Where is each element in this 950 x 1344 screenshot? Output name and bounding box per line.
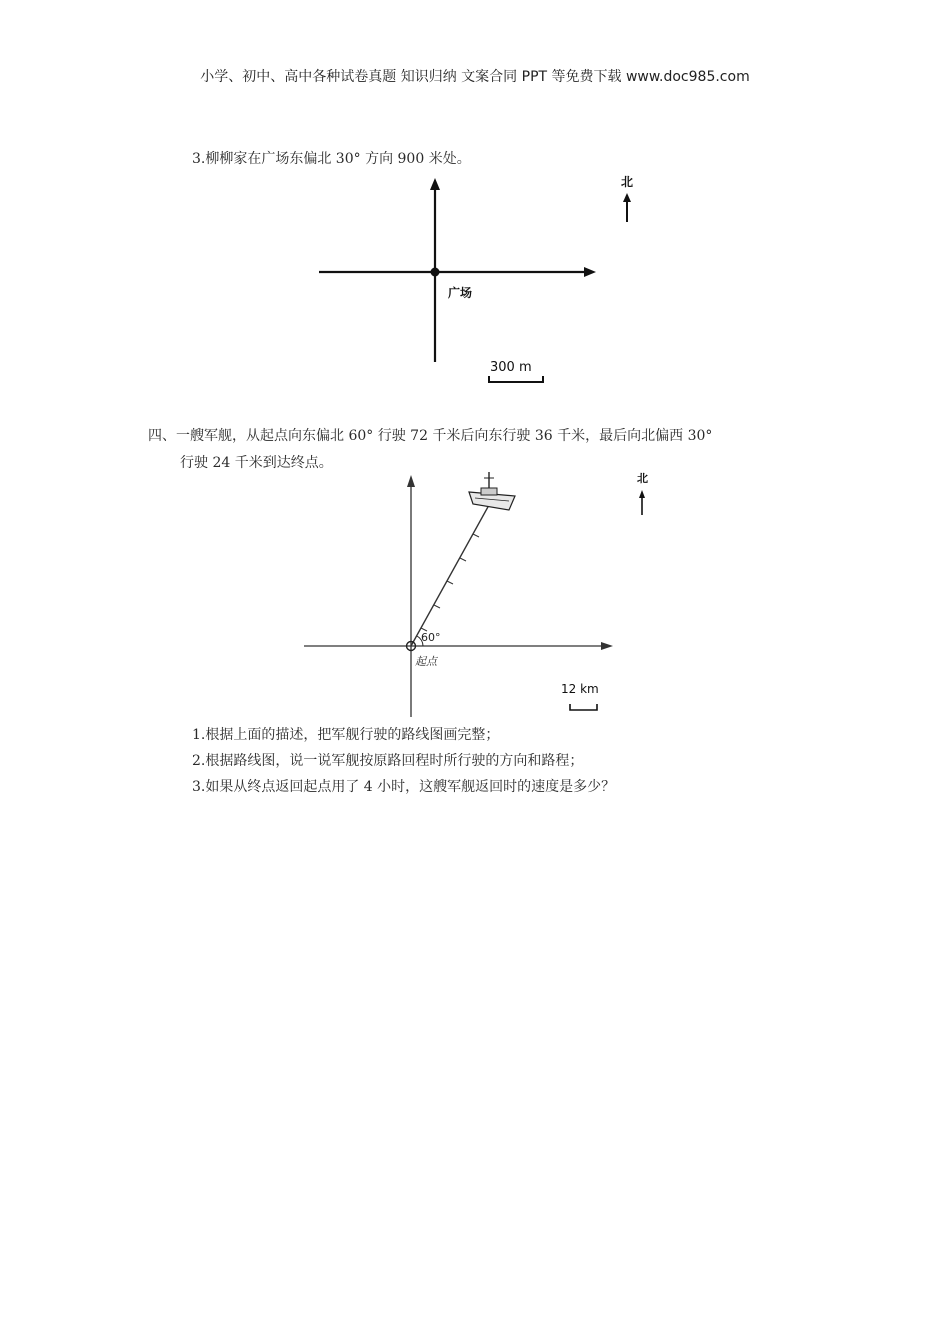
north-label-1: 北 xyxy=(621,175,634,189)
plaza-scale-label: 300 m xyxy=(490,360,532,375)
plaza-vertical-arrow xyxy=(430,178,440,190)
warship-diagram xyxy=(0,460,950,720)
subquestion-3: 3.如果从终点返回起点用了 4 小时，这艘军舰返回时的速度是多少？ xyxy=(192,779,616,795)
plaza-label: 广场 xyxy=(448,286,473,300)
ship-scale-bar xyxy=(570,704,597,710)
angle-label: 60° xyxy=(421,631,441,644)
origin-label: 起点 xyxy=(415,655,437,668)
north-arrow-2-icon xyxy=(639,490,645,498)
route-segment xyxy=(411,505,489,646)
north-arrow-1-icon xyxy=(623,193,631,202)
question-4-line-2: 行驶 24 千米到达终点。 xyxy=(180,455,333,471)
north-label-2: 北 xyxy=(637,472,648,485)
question-3-text: 3.柳柳家在广场东偏北 30° 方向 900 米处。 xyxy=(192,151,471,167)
plaza-center-dot xyxy=(431,268,440,277)
ship-scale-label: 12 km xyxy=(561,682,599,696)
plaza-scale-bar xyxy=(489,376,543,382)
plaza-horizontal-arrow xyxy=(584,267,596,277)
ship-horizontal-arrow xyxy=(601,642,613,650)
question-4-line-1: 四、一艘军舰，从起点向东偏北 60° 行驶 72 千米后向东行驶 36 千米，最后向北偏西 30° xyxy=(148,428,713,444)
route-ticks xyxy=(421,534,479,631)
plaza-diagram xyxy=(0,0,950,400)
subquestion-2: 2.根据路线图，说一说军舰按原路回程时所行驶的方向和路程； xyxy=(192,753,584,769)
page-header: 小学、初中、高中各种试卷真题 知识归纳 文案合同 PPT 等免费下载 www.doc985.com xyxy=(200,69,750,85)
warship-icon xyxy=(469,472,515,510)
subquestion-1: 1.根据上面的描述，把军舰行驶的路线图画完整； xyxy=(192,727,500,743)
ship-vertical-arrow xyxy=(407,475,415,487)
